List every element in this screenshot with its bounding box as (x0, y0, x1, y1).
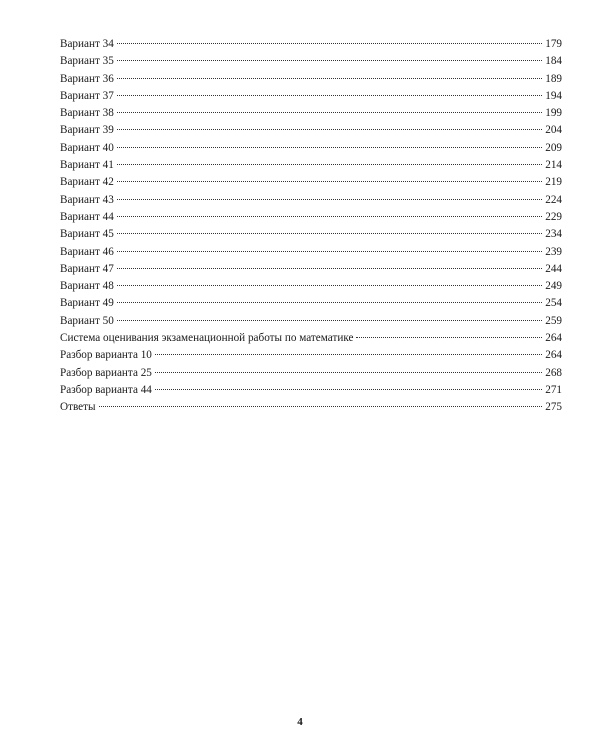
toc-entry-page: 229 (545, 210, 562, 223)
toc-entry-page: 219 (545, 176, 562, 189)
toc-entry-page: 264 (545, 349, 562, 362)
toc-entry (60, 365, 562, 382)
toc-entry-title: Вариант 34 (60, 38, 114, 50)
toc-entry (60, 157, 562, 174)
toc-entry (60, 192, 562, 209)
toc-entry-page: 244 (545, 262, 562, 275)
toc-entry-title: Вариант 39 (60, 124, 114, 137)
toc-entry-title: Вариант 49 (60, 297, 114, 310)
toc-entry (60, 36, 562, 53)
toc-entry (60, 347, 562, 364)
toc-entry-title: Система оценивания экзаменационной работы по математике (60, 332, 354, 345)
toc-entry (60, 174, 562, 191)
toc-entry-title: Вариант 50 (60, 314, 114, 327)
toc-entry-title: Ответы (60, 401, 96, 414)
toc-entry (60, 105, 562, 122)
dot-leader (117, 181, 542, 182)
dot-leader (117, 320, 542, 321)
dot-leader (117, 129, 542, 130)
toc-entry (60, 261, 562, 278)
toc-entry (60, 330, 562, 347)
dot-leader (117, 216, 542, 217)
toc-entry-title: Вариант 47 (60, 262, 114, 275)
dot-leader (117, 164, 542, 165)
toc-entry-page: 264 (545, 332, 562, 345)
toc-entry-page: 199 (545, 107, 562, 120)
toc-entry (60, 399, 562, 416)
toc-entry-title: Вариант 38 (60, 107, 114, 120)
dot-leader (117, 43, 542, 44)
dot-leader (117, 60, 542, 61)
dot-leader (155, 372, 542, 373)
toc-entry (60, 313, 562, 330)
toc-entry-title: Вариант 41 (60, 159, 114, 172)
toc-entry-page: 239 (545, 245, 562, 258)
dot-leader (117, 233, 542, 234)
toc-entry-page: 275 (545, 401, 562, 414)
toc-entry-title: Вариант 45 (60, 228, 114, 241)
toc-entry (60, 122, 562, 139)
toc-entry-page: 194 (545, 89, 562, 102)
toc-entry-page: 268 (545, 366, 562, 379)
dot-leader (117, 285, 542, 286)
dot-leader (155, 354, 542, 355)
toc-entry (60, 71, 562, 88)
toc-entry-page: 209 (545, 141, 562, 154)
toc-entry (60, 53, 562, 70)
dot-leader (356, 337, 542, 338)
dot-leader (117, 251, 542, 252)
toc-entry-title: Вариант 42 (60, 176, 114, 189)
toc-entry-page: 189 (545, 72, 562, 85)
toc-entry-title: Разбор варианта 10 (60, 349, 152, 362)
toc-entry (60, 140, 562, 157)
toc-entry-page: 224 (545, 193, 562, 206)
toc-entry (60, 382, 562, 399)
toc-entry-page: 204 (545, 124, 562, 137)
toc-entry-page: 234 (545, 228, 562, 241)
toc-entry-page: 249 (545, 280, 562, 293)
dot-leader (99, 406, 542, 407)
dot-leader (117, 95, 542, 96)
toc-entry-title: Вариант 35 (60, 55, 114, 68)
dot-leader (117, 268, 542, 269)
toc-entry (60, 278, 562, 295)
toc-entry-page: 254 (545, 297, 562, 310)
toc-entry-page: 184 (545, 55, 562, 68)
dot-leader (155, 389, 542, 390)
toc-entry-page: 271 (545, 383, 562, 396)
table-of-contents (60, 36, 562, 417)
toc-entry-page: 214 (545, 159, 562, 172)
toc-entry-page: 179 (545, 38, 562, 50)
toc-entry (60, 88, 562, 105)
toc-entry-title: Вариант 43 (60, 193, 114, 206)
dot-leader (117, 302, 542, 303)
toc-entry-title: Разбор варианта 25 (60, 366, 152, 379)
toc-entry-title: Вариант 36 (60, 72, 114, 85)
toc-entry-page: 259 (545, 314, 562, 327)
toc-entry (60, 209, 562, 226)
page-number: 4 (297, 716, 303, 728)
dot-leader (117, 199, 542, 200)
toc-entry (60, 226, 562, 243)
toc-entry-title: Разбор варианта 44 (60, 383, 152, 396)
toc-entry (60, 295, 562, 312)
dot-leader (117, 147, 542, 148)
toc-entry-title: Вариант 37 (60, 89, 114, 102)
toc-entry (60, 244, 562, 261)
dot-leader (117, 78, 542, 79)
toc-entry-title: Вариант 46 (60, 245, 114, 258)
toc-entry-title: Вариант 48 (60, 280, 114, 293)
toc-entry-title: Вариант 44 (60, 210, 114, 223)
toc-entry-title: Вариант 40 (60, 141, 114, 154)
dot-leader (117, 112, 542, 113)
